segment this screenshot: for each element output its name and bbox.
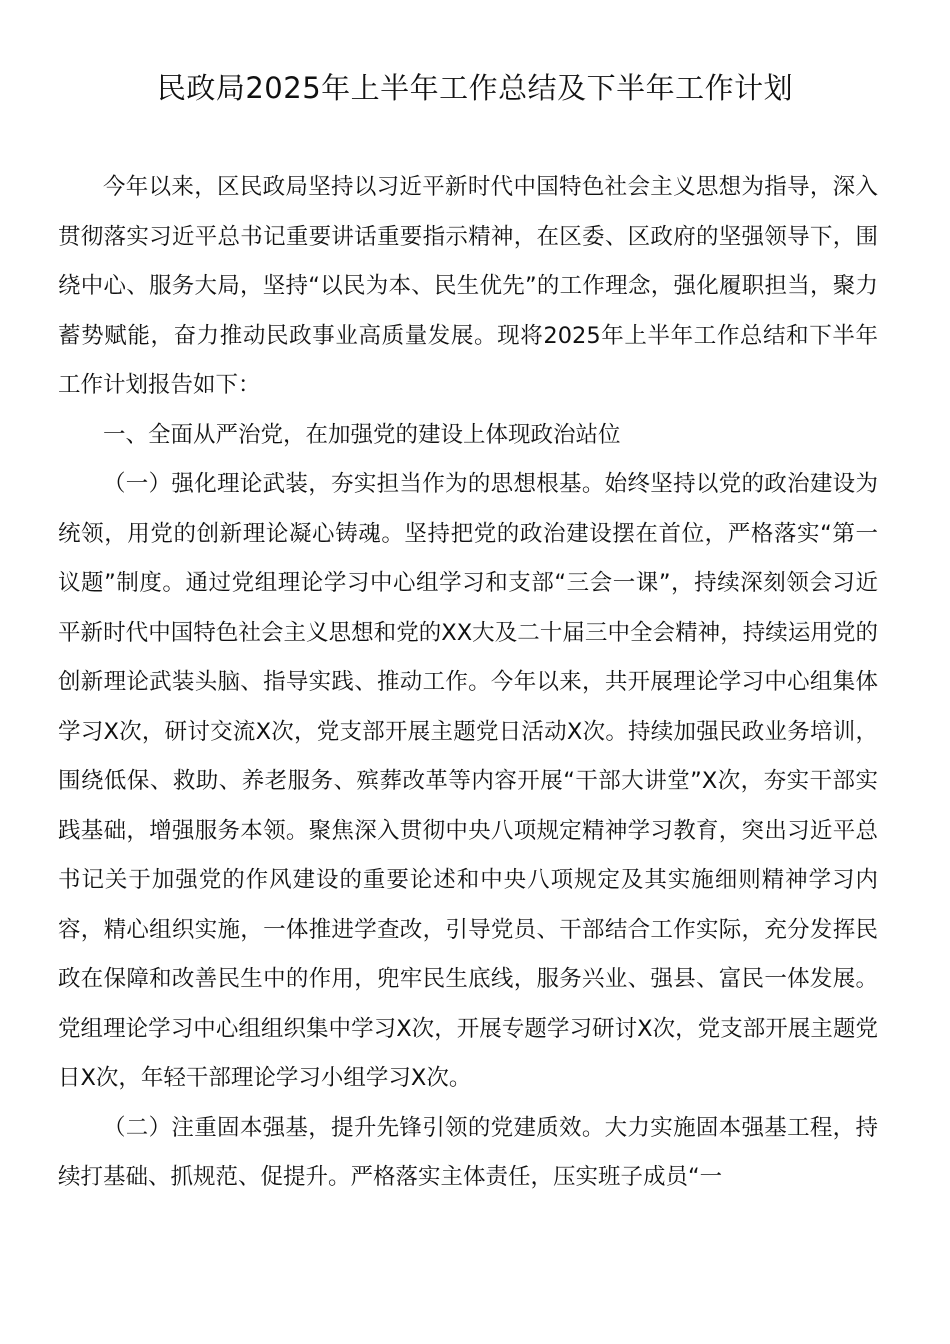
subsection-paragraph: （一）强化理论武装，夯实担当作为的思想根基。始终坚持以党的政治建设为统领，用党的创新理论凝心铸魂。坚持把党的政治建设摆在首位，严格落实“第一议题”制度。通过党组理论学习中心组学习和支部“三会一课”，持续深刻领会习近平新时代中国特色社会主义思想和党的XX大及二十届三中全会精神，持续运用党的创新理论武装头脑、指导实践、推动工作。今年以来，共开展理论学习中心组集体学习X次，研讨交流X次，党支部开展主题党日活动X次。持续加强民政业务培训，围绕低保、救助、养老服务、殡葬改革等内容开展“干部大讲堂”X次，夯实干部实践基础，增强服务本领。聚焦深入贯彻中央八项规定精神学习教育，突出习近平总书记关于加强党的作风建设的重要论述和中央八项规定及其实施细则精神学习内容，精心组织实施，一体推进学查改，引导党员、干部结合工作实际，充分发挥民政在保障和改善民生中的作用，兜牢民生底线，服务兴业、强县、富民一体发展。党组理论学习中心组组织集中学习X次，开展专题学习研讨X次，党支部开展主题党日X次，年轻干部理论学习小组学习X次。	[58, 471, 878, 1091]
document-title: 民政局2025年上半年工作总结及下半年工作计划	[156, 71, 794, 105]
subsection-paragraph: （二）注重固本强基，提升先锋引领的党建质效。大力实施固本强基工程，持续打基础、抓规范、促提升。严格落实主体责任，压实班子成员“一	[58, 1114, 878, 1190]
intro-paragraph: 今年以来，区民政局坚持以习近平新时代中国特色社会主义思想为指导，深入贯彻落实习近平总书记重要讲话重要指示精神，在区委、区政府的坚强领导下，围绕中心、服务大局，坚持“以民为本、民生优先”的工作理念，强化履职担当，聚力蓄势赋能，奋力推动民政事业高质量发展。现将2025年上半年工作总结和下半年工作计划报告如下：	[58, 174, 878, 398]
section-heading: 一、全面从严治党，在加强党的建设上体现政治站位	[103, 421, 621, 448]
document-body	[58, 163, 878, 1203]
